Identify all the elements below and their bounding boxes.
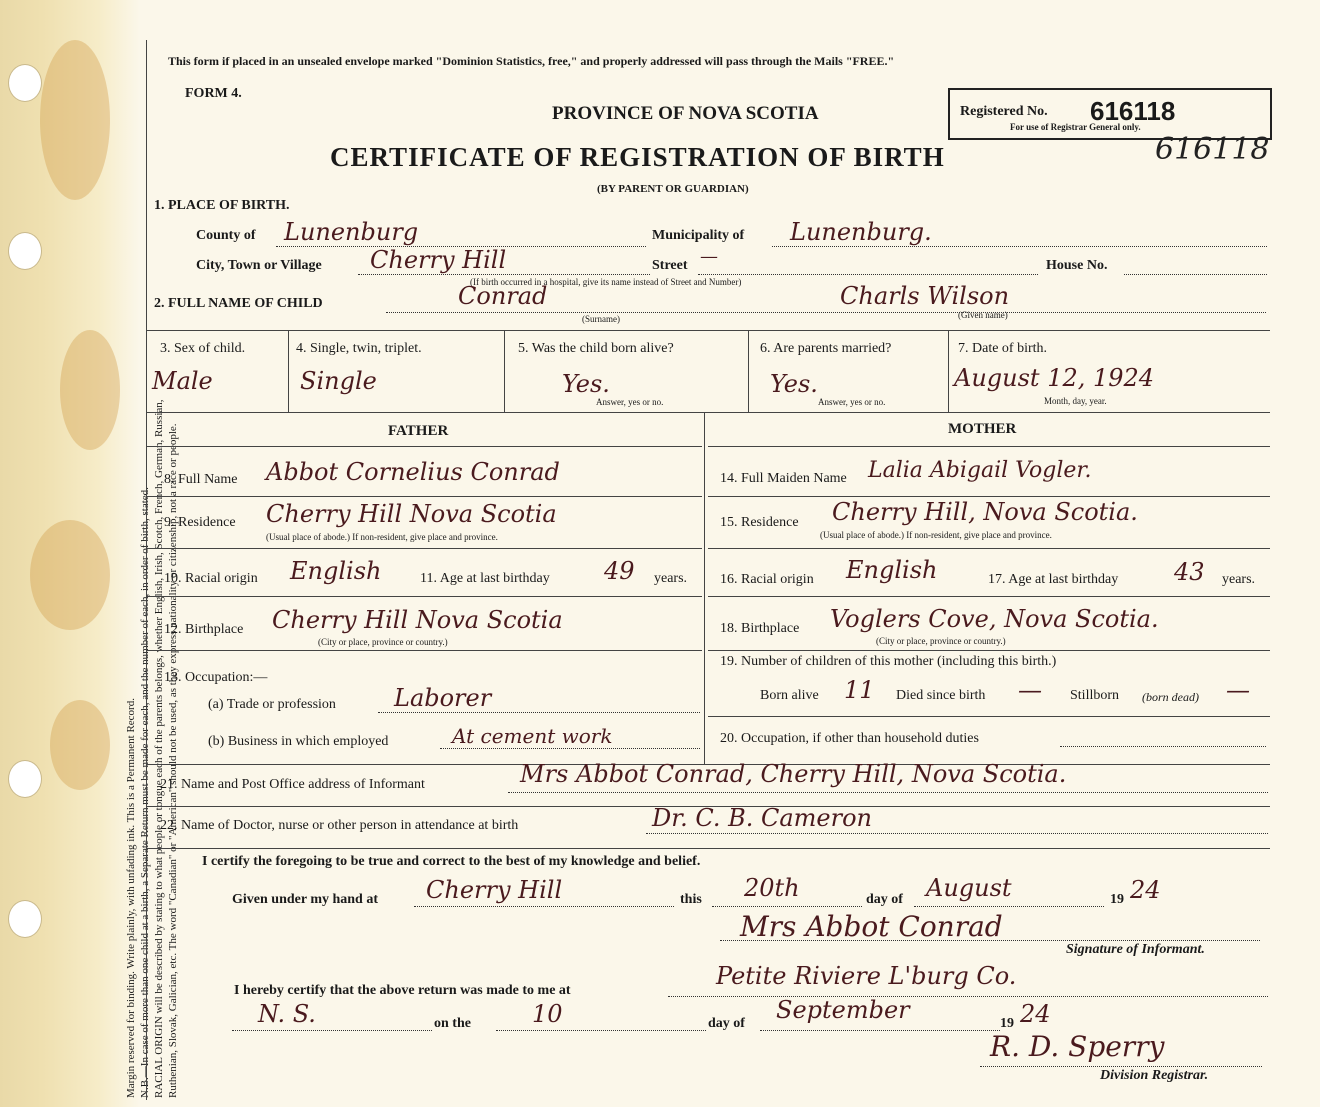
married-value: Yes. — [770, 370, 818, 398]
mother-children-label: 19. Number of children of this mother (including this birth.) — [720, 654, 1057, 669]
mother-birthplace: Voglers Cove, Nova Scotia. — [830, 605, 1159, 633]
mother-age-label: 17. Age at last birthday — [988, 572, 1119, 587]
sex-label: 3. Sex of child. — [160, 341, 246, 356]
binding-hole — [8, 232, 42, 270]
surname-caption: (Surname) — [582, 314, 620, 324]
registrar-place-2: N. S. — [258, 1000, 316, 1028]
certify-statement: I certify the foregoing to be true and correct to the best of my knowledge and belief. — [202, 854, 701, 869]
day-of-label: day of — [866, 892, 903, 907]
mother-name-label: 14. Full Maiden Name — [720, 471, 847, 486]
registrar-note: For use of Registrar General only. — [1010, 122, 1141, 132]
child-surname: Conrad — [458, 282, 548, 310]
registered-value: 616118 — [1090, 96, 1176, 126]
married-label: 6. Are parents married? — [760, 341, 892, 356]
father-residence: Cherry Hill Nova Scotia — [266, 500, 557, 528]
given-day: 20th — [744, 874, 800, 902]
binding-margin — [0, 0, 140, 1107]
postal-note: This form if placed in an unsealed envelope marked "Dominion Statistics, free," and properly addressed will pass through the Mails "FREE." — [168, 54, 895, 68]
on-the-label: on the — [434, 1016, 471, 1031]
form-border — [146, 40, 147, 1100]
child-name-label: 2. FULL NAME OF CHILD — [154, 296, 323, 311]
doctor-value: Dr. C. B. Cameron — [652, 804, 873, 832]
alive-caption: Answer, yes or no. — [596, 397, 664, 407]
margin-line: N.B.—In case of more than one child at a birth, a Separate Return must be made for each, and the number of each, in order of birth, stated. — [139, 487, 151, 1098]
married-caption: Answer, yes or no. — [818, 397, 886, 407]
registrar-year-prefix: 19 — [1000, 1016, 1014, 1031]
father-racial: English — [290, 557, 382, 585]
given-month: August — [926, 874, 1012, 902]
father-trade: Laborer — [394, 684, 492, 712]
city-label: City, Town or Village — [196, 258, 322, 273]
given-place: Cherry Hill — [426, 876, 563, 904]
handwritten-number: 616118 — [1155, 132, 1270, 167]
street-value: — — [700, 246, 718, 267]
informant-label: 21. Name and Post Office address of Informant — [160, 777, 425, 792]
stillborn-label: Stillborn — [1070, 688, 1120, 703]
father-business: At cement work — [452, 724, 613, 748]
informant-value: Mrs Abbot Conrad, Cherry Hill, Nova Scotia. — [520, 760, 1067, 788]
registrar-year: 24 — [1020, 1000, 1051, 1028]
father-birthplace: Cherry Hill Nova Scotia — [272, 606, 563, 634]
father-birthplace-label: 12. Birthplace — [164, 622, 244, 637]
mother-years: years. — [1222, 572, 1256, 587]
plurality-label: 4. Single, twin, triplet. — [296, 341, 422, 356]
city-value: Cherry Hill — [370, 246, 507, 274]
mother-racial-label: 16. Racial origin — [720, 572, 814, 587]
stillborn-value: — — [1226, 676, 1250, 704]
hospital-note: (If birth occurred in a hospital, give its name instead of Street and Number) — [470, 277, 742, 287]
father-years: years. — [654, 571, 688, 586]
municipality-value: Lunenburg. — [790, 218, 932, 246]
sex-value: Male — [152, 367, 213, 395]
informant-signature: Mrs Abbot Conrad — [740, 910, 1003, 943]
alive-label: 5. Was the child born alive? — [518, 341, 674, 356]
dob-label: 7. Date of birth. — [958, 341, 1048, 356]
registered-label: Registered No. — [960, 104, 1048, 119]
mother-heading: MOTHER — [948, 421, 1017, 437]
father-occupation-label: 13. Occupation:— — [164, 670, 268, 685]
died-label: Died since birth — [896, 688, 986, 703]
margin-instructions — [124, 38, 180, 1098]
mother-birthplace-caption: (City or place, province or country.) — [876, 636, 1006, 646]
born-alive-label: Born alive — [760, 688, 819, 703]
father-birthplace-caption: (City or place, province or country.) — [318, 637, 448, 647]
registrar-statement: I hereby certify that the above return was made to me at — [234, 983, 571, 998]
father-age-label: 11. Age at last birthday — [420, 571, 550, 586]
registrar-signature-caption: Division Registrar. — [1100, 1068, 1209, 1083]
father-residence-label: 9. Residence — [164, 515, 236, 530]
mother-racial: English — [846, 556, 938, 584]
margin-line: Margin reserved for binding. Write plainly, with unfading ink. This is a Permanent Record. — [125, 698, 137, 1098]
died-value: — — [1018, 676, 1042, 704]
father-name: Abbot Cornelius Conrad — [266, 458, 560, 486]
year-prefix: 19 — [1110, 892, 1124, 907]
place-of-birth-label: 1. PLACE OF BIRTH. — [154, 198, 290, 213]
father-trade-label: (a) Trade or profession — [208, 697, 336, 712]
plurality-value: Single — [300, 367, 377, 395]
margin-line: Ruthenian, Slovak, Galician, etc. The word "Canadian" or "American" should not be used, as they express nationality or citizenship, not a race or people. — [167, 423, 179, 1098]
municipality-label: Municipality of — [652, 228, 745, 243]
this-label: this — [680, 892, 702, 907]
given-year: 24 — [1130, 876, 1161, 904]
alive-value: Yes. — [562, 370, 610, 398]
dob-caption: Month, day, year. — [1044, 396, 1107, 406]
binding-hole — [8, 900, 42, 938]
dob-value: August 12, 1924 — [954, 364, 1155, 392]
binding-hole — [8, 760, 42, 798]
mother-residence-label: 15. Residence — [720, 515, 799, 530]
mother-name: Lalia Abigail Vogler. — [868, 458, 1092, 483]
mother-occupation-label: 20. Occupation, if other than household duties — [720, 731, 979, 746]
house-label: House No. — [1046, 258, 1108, 273]
page-subtitle: (BY PARENT OR GUARDIAN) — [597, 183, 749, 195]
child-given-name: Charls Wilson — [840, 282, 1010, 310]
given-label: Given under my hand at — [232, 892, 378, 907]
registrar-day-of-label: day of — [708, 1016, 745, 1031]
father-age: 49 — [604, 557, 635, 585]
given-caption: (Given name) — [958, 310, 1008, 320]
margin-line: RACIAL ORIGIN will be described by stating to what people or tongue each of the parents belongs, whether English, Irish, Scotch, French, German, Russian, — [153, 399, 165, 1098]
mother-residence: Cherry Hill, Nova Scotia. — [832, 498, 1138, 526]
mother-age: 43 — [1174, 558, 1205, 586]
registrar-signature: R. D. Sperry — [990, 1030, 1165, 1063]
father-business-label: (b) Business in which employed — [208, 734, 389, 749]
province-heading: PROVINCE OF NOVA SCOTIA — [552, 103, 819, 124]
registrar-day: 10 — [532, 1000, 563, 1028]
father-name-label: 8. Full Name — [164, 472, 238, 487]
doctor-label: 22. Name of Doctor, nurse or other person in attendance at birth — [160, 818, 519, 833]
stillborn-note: (born dead) — [1142, 690, 1199, 704]
page-title: CERTIFICATE OF REGISTRATION OF BIRTH — [330, 142, 945, 172]
mother-residence-caption: (Usual place of abode.) If non-resident, give place and province. — [820, 530, 1052, 540]
registrar-place: Petite Riviere L'burg Co. — [716, 962, 1017, 990]
street-label: Street — [652, 258, 688, 273]
born-alive-value: 11 — [844, 676, 875, 704]
father-racial-label: 10. Racial origin — [164, 571, 258, 586]
form-number: FORM 4. — [185, 86, 242, 101]
binding-hole — [8, 64, 42, 102]
mother-birthplace-label: 18. Birthplace — [720, 621, 800, 636]
informant-signature-caption: Signature of Informant. — [1066, 942, 1205, 957]
father-residence-caption: (Usual place of abode.) If non-resident, give place and province. — [266, 532, 498, 542]
county-label: County of — [196, 228, 256, 243]
registrar-month: September — [776, 996, 910, 1024]
father-heading: FATHER — [388, 423, 449, 439]
county-value: Lunenburg — [284, 218, 419, 246]
